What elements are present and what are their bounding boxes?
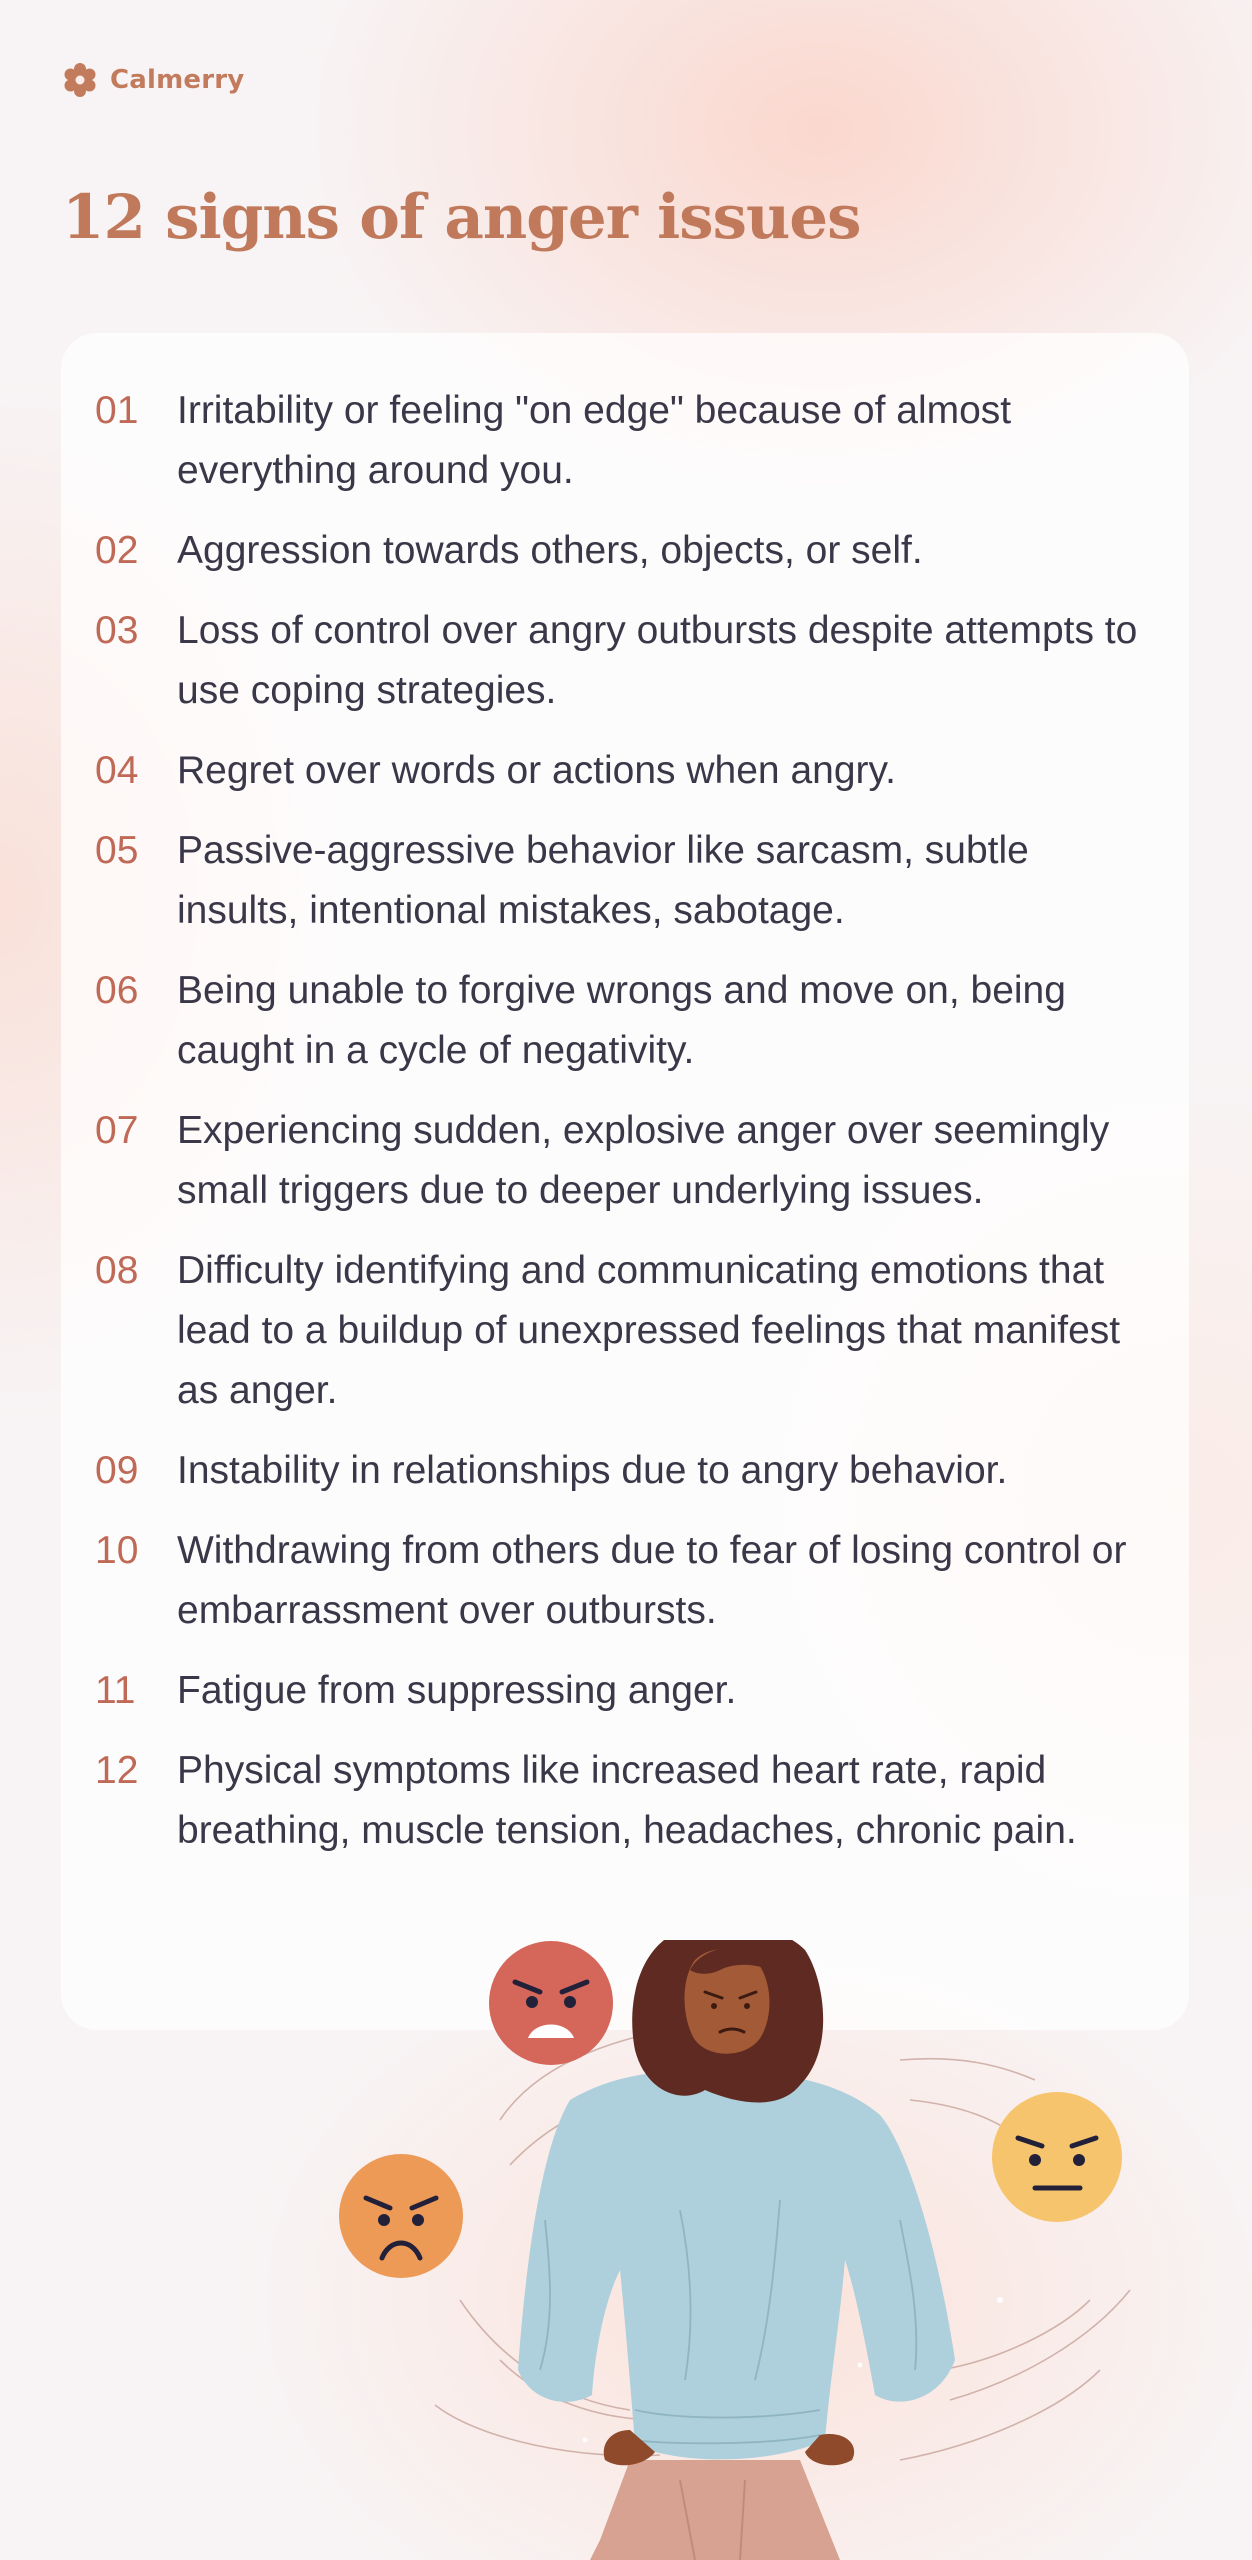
sign-text: Irritability or feeling "on edge" because of almost everything around you. [177,389,1012,492]
sign-number: 05 [95,829,139,872]
sign-text: Passive-aggressive behavior like sarcasm, subtle insults, intentional mistakes, sabotage. [177,829,1029,932]
sign-number: 09 [95,1449,139,1492]
signs-list [95,381,1153,1861]
sign-item [95,1521,1153,1641]
sign-text: Aggression towards others, objects, or self. [177,529,923,572]
sign-number: 03 [95,609,139,652]
sign-item [95,601,1153,721]
flower-icon [62,62,98,98]
sign-text: Instability in relationships due to angry behavior. [177,1449,1008,1492]
sign-number: 02 [95,529,139,572]
sign-item [95,1661,1153,1721]
sign-number: 08 [95,1249,139,1292]
sign-item [95,1101,1153,1221]
sign-text: Being unable to forgive wrongs and move on, being caught in a cycle of negativity. [177,969,1066,1072]
sign-item [95,1741,1153,1861]
annoyed-face-icon [992,2092,1122,2222]
sign-text: Withdrawing from others due to fear of losing control or embarrassment over outbursts. [177,1529,1127,1632]
brand-logo [62,62,244,98]
sign-number: 06 [95,969,139,1012]
sign-text: Experiencing sudden, explosive anger over seemingly small triggers due to deeper underlying issues. [177,1109,1110,1212]
sign-item [95,961,1153,1081]
angry-face-icon [489,1941,613,2065]
brand-name: Calmerry [110,65,245,95]
sign-text: Loss of control over angry outbursts despite attempts to use coping strategies. [177,609,1138,712]
frowning-face-icon [339,2154,463,2278]
sign-number: 12 [95,1749,139,1792]
sign-number: 04 [95,749,139,792]
signs-card [61,333,1189,2030]
sign-number: 11 [95,1669,136,1712]
sign-text: Physical symptoms like increased heart rate, rapid breathing, muscle tension, headaches, chronic pain. [177,1749,1077,1852]
sign-text: Difficulty identifying and communicating emotions that lead to a buildup of unexpressed feelings that manifest as anger. [177,1249,1121,1412]
sign-item [95,521,1153,581]
sign-item [95,1241,1153,1421]
sign-item [95,821,1153,941]
sign-number: 07 [95,1109,139,1152]
sign-text: Regret over words or actions when angry. [177,749,896,792]
sign-item [95,741,1153,801]
sign-item [95,1441,1153,1501]
sign-number: 10 [95,1529,139,1572]
angry-woman-illustration [300,1940,1200,2560]
sign-number: 01 [95,389,139,432]
page-title: 12 signs of anger issues [62,182,861,253]
sign-text: Fatigue from suppressing anger. [177,1669,737,1712]
sign-item [95,381,1153,501]
